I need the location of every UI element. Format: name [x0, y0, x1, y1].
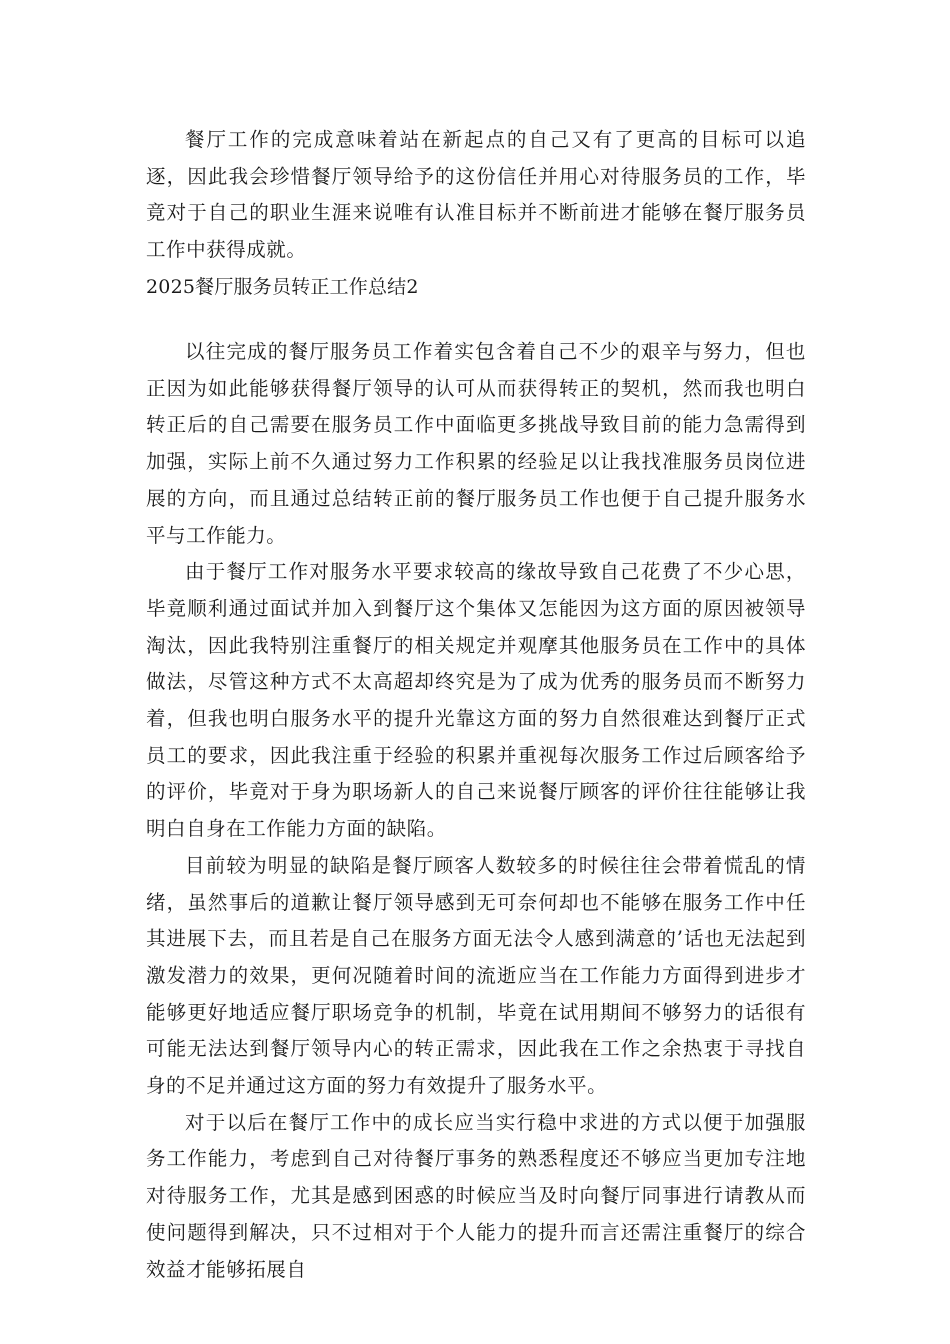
body-paragraph-1: 以往完成的餐厅服务员工作着实包含着自己不少的艰辛与努力，但也正因为如此能够获得餐厅领导的认可从而获得转正的契机，然而我也明白转正后的自己需要在服务员工作中面临更多挑战导致目前的能力急需得到加强，实际上前不久通过努力工作积累的经验足以让我找准服务员岗位进展的方向，而且通过总结转正前的餐厅服务员工作也便于自己提升服务水平与工作能力。	[146, 340, 806, 547]
section-heading: 2025餐厅服务员转正工作总结2	[146, 275, 419, 298]
body-paragraph-4: 对于以后在餐厅工作中的成长应当实行稳中求进的方式以便于加强服务工作能力，考虑到自己对待餐厅事务的熟悉程度还不够应当更加专注地对待服务工作，尤其是感到困惑的时候应当及时向餐厅同事进行请教从而使问题得到解决，只不过相对于个人能力的提升而言还需注重餐厅的综合效益才能够拓展自	[146, 1110, 806, 1281]
body-section	[146, 334, 806, 1288]
body-paragraph-3: 目前较为明显的缺陷是餐厅顾客人数较多的时候往往会带着慌乱的情绪，虽然事后的道歉让餐厅领导感到无可奈何却也不能够在服务工作中任其进展下去，而且若是自己在服务方面无法令人感到满意的’话也无法起到激发潜力的效果，更何况随着时间的流逝应当在工作能力方面得到进步才能够更好地适应餐厅职场竞争的机制，毕竟在试用期间不够努力的话很有可能无法达到餐厅领导内心的转正需求，因此我在工作之余热衷于寻找自身的不足并通过这方面的努力有效提升了服务水平。	[146, 853, 806, 1098]
intro-section	[146, 122, 806, 306]
body-paragraph-2: 由于餐厅工作对服务水平要求较高的缘故导致自己花费了不少心思，毕竟顺利通过面试并加入到餐厅这个集体又怎能因为这方面的原因被领导淘汰，因此我特别注重餐厅的相关规定并观摩其他服务员在工作中的具体做法，尽管这种方式不太高超却终究是为了成为优秀的服务员而不断努力着，但我也明白服务水平的提升光靠这方面的努力自然很难达到餐厅正式员工的要求，因此我注重于经验的积累并重视每次服务工作过后顾客给予的评价，毕竟对于身为职场新人的自己来说餐厅顾客的评价往往能够让我明白自身在工作能力方面的缺陷。	[146, 560, 806, 841]
intro-paragraph: 餐厅工作的完成意味着站在新起点的自己又有了更高的目标可以追逐，因此我会珍惜餐厅领导给予的这份信任并用心对待服务员的工作，毕竟对于自己的职业生涯来说唯有认准目标并不断前进才能够在餐厅服务员工作中获得成就。	[146, 128, 806, 262]
